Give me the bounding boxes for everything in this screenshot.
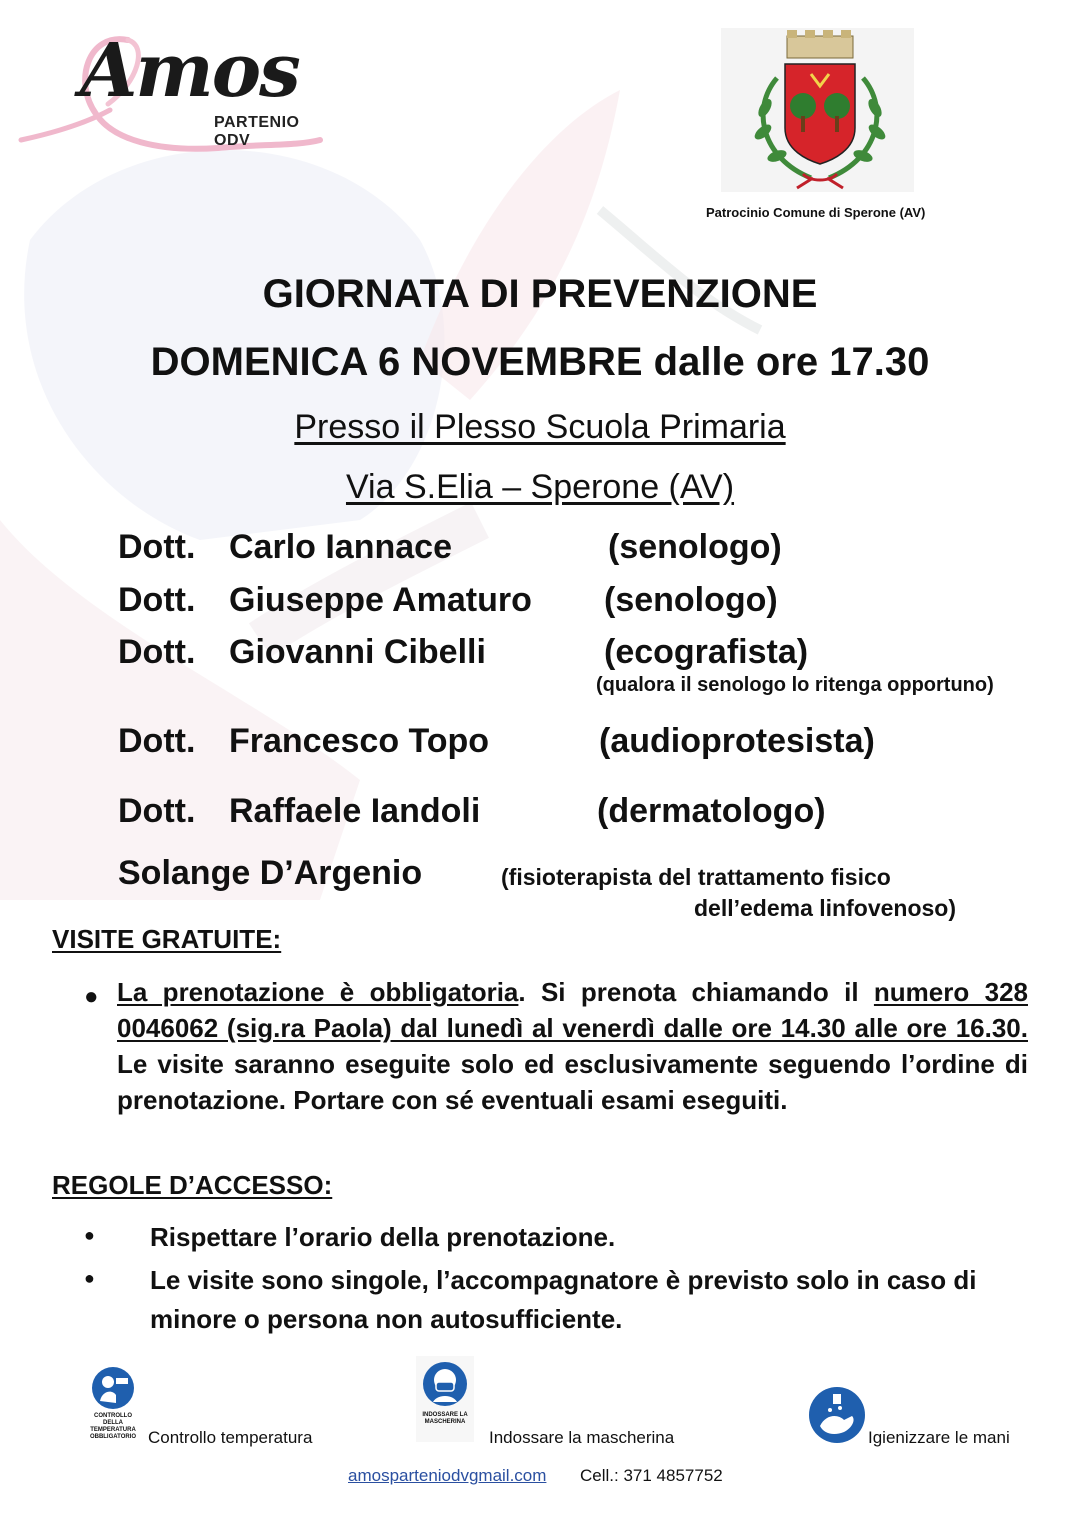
temperature-sign — [88, 1365, 138, 1445]
doctor-role: (dermatologo) — [597, 792, 826, 830]
physio-role-line-2: dell’edema linfovenoso) — [694, 895, 956, 921]
visits-text-1: . Si prenota chiamando il — [518, 977, 874, 1007]
access-rule: Le visite sono singole, l’accompagnatore è previsto solo in caso di minore o persona non autosufficiente. — [150, 1265, 977, 1334]
doctor-prefix: Dott. — [118, 581, 196, 619]
coat-of-arms-icon — [721, 28, 914, 192]
hand-sanitize-icon — [808, 1386, 866, 1444]
bullet-icon: ● — [84, 1225, 95, 1245]
phone-number: Cell.: 371 4857752 — [580, 1466, 723, 1485]
access-rule: Rispettare l’orario della prenotazione. — [150, 1222, 616, 1252]
access-heading: REGOLE D’ACCESSO: — [52, 1170, 333, 1200]
hands-label: Igienizzare le mani — [868, 1428, 1010, 1447]
visits-text-2: Le visite saranno eseguite solo ed esclusivamente seguendo l’ordine di prenotazione. Portare con sé eventuali esami eseguiti. — [117, 1049, 1028, 1115]
doctor-role: (ecografista) — [604, 633, 809, 671]
physio-role-line-1: (fisioterapista del trattamento fisico — [501, 864, 891, 890]
bullet-icon: ● — [84, 983, 99, 1010]
patronage-label: Patrocinio Comune di Sperone (AV) — [706, 205, 926, 220]
event-title: GIORNATA DI PREVENZIONE — [262, 272, 818, 316]
doctor-name: Francesco Topo — [229, 722, 490, 760]
doctor-name: Giovanni Cibelli — [229, 633, 486, 671]
doctor-prefix: Dott. — [118, 633, 196, 671]
mask-sign-text: INDOSSARE LA MASCHERINA — [422, 1412, 468, 1425]
temperature-sign-text: CONTROLLO DELLA TEMPERATURA OBBLIGATORIO — [89, 1413, 137, 1440]
event-date: DOMENICA 6 NOVEMBRE dalle ore 17.30 — [150, 340, 930, 384]
doctor-prefix: Dott. — [118, 528, 196, 566]
email-link[interactable]: amosparteniodvgmail.com — [348, 1466, 547, 1485]
doctor-prefix: Dott. — [118, 792, 196, 830]
temperature-label: Controllo temperatura — [148, 1428, 313, 1447]
logo-main-text: Amos — [80, 28, 299, 114]
location-line-1: Presso il Plesso Scuola Primaria — [294, 408, 786, 446]
mask-sign — [416, 1356, 474, 1442]
doctor-role: (senologo) — [604, 581, 778, 619]
doctor-name: Raffaele Iandoli — [229, 792, 481, 830]
cibelli-note: (qualora il senologo lo ritenga opportuno) — [596, 674, 994, 696]
visits-paragraph — [117, 974, 1028, 1118]
doctor-name: Carlo Iannace — [229, 528, 452, 566]
logo-sub-text: PARTENIO ODV — [214, 114, 300, 149]
location-line-2: Via S.Elia – Sperone (AV) — [345, 468, 735, 506]
doctor-role: (senologo) — [608, 528, 782, 566]
mask-label: Indossare la mascherina — [489, 1428, 675, 1447]
thermometer-scan-icon — [90, 1365, 136, 1411]
doctor-role: (audioprotesista) — [599, 722, 875, 760]
visits-heading: VISITE GRATUITE: — [52, 924, 282, 954]
coat-of-arms — [721, 28, 914, 192]
bullet-icon: ● — [84, 1268, 95, 1288]
booking-required: La prenotazione è obbligatoria — [117, 977, 519, 1007]
face-mask-icon — [421, 1360, 469, 1408]
amos-logo — [18, 22, 328, 162]
doctor-name: Giuseppe Amaturo — [229, 581, 532, 619]
physio-name: Solange D’Argenio — [118, 854, 423, 892]
phone-info: numero 328 0046062 (sig.ra Paola) dal lunedì al venerdì dalle ore 14.30 alle ore 16.30. — [117, 977, 1028, 1043]
doctor-prefix: Dott. — [118, 722, 196, 760]
